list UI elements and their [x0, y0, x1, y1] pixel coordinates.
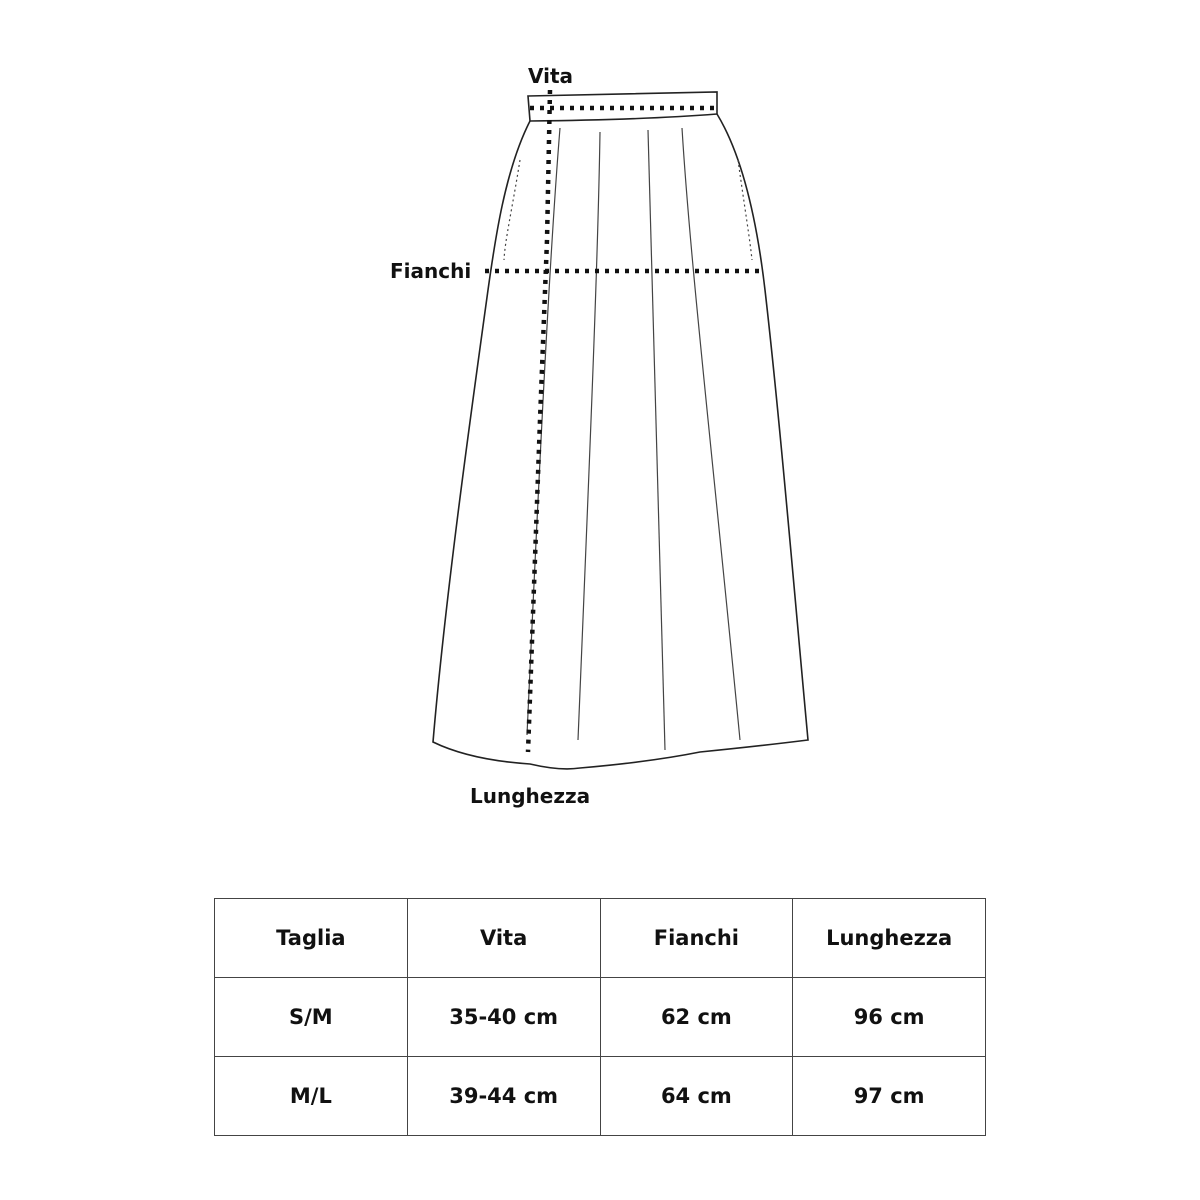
table-row — [215, 1057, 986, 1136]
table-header-row — [215, 899, 986, 978]
cell-waist: 35-40 cm — [407, 978, 600, 1057]
cell-hips: 64 cm — [600, 1057, 793, 1136]
cell-size: S/M — [215, 978, 408, 1057]
length-measure-line — [528, 90, 550, 752]
cell-length: 97 cm — [793, 1057, 986, 1136]
header-hips: Fianchi — [600, 899, 793, 978]
cell-length: 96 cm — [793, 978, 986, 1057]
cell-waist: 39-44 cm — [407, 1057, 600, 1136]
header-length: Lunghezza — [793, 899, 986, 978]
table-row — [215, 978, 986, 1057]
length-label: Lunghezza — [470, 784, 591, 808]
header-waist: Vita — [407, 899, 600, 978]
cell-hips: 62 cm — [600, 978, 793, 1057]
cell-size: M/L — [215, 1057, 408, 1136]
pleat-lines — [504, 128, 752, 750]
header-size: Taglia — [215, 899, 408, 978]
size-chart-table — [214, 898, 986, 1136]
hips-label: Fianchi — [390, 259, 472, 283]
waist-label: Vita — [528, 64, 574, 88]
measurement-lines — [485, 90, 760, 752]
skirt-outline — [433, 114, 808, 769]
